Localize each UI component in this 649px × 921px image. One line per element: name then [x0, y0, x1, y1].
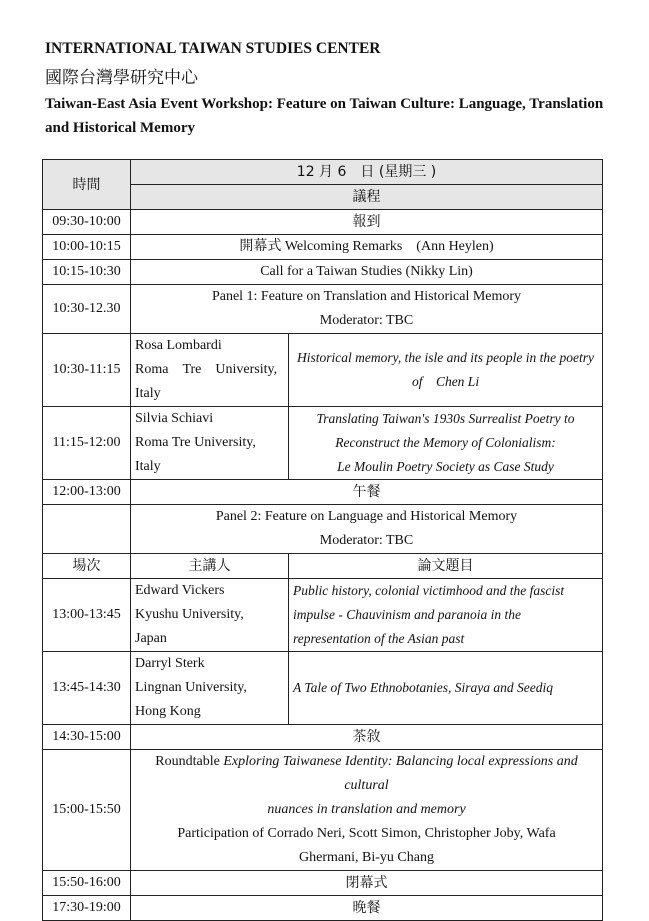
speaker-country: Italy: [135, 386, 161, 401]
speaker-cell: [131, 579, 289, 652]
roundtable-cell: [131, 750, 603, 871]
table-row: [43, 579, 603, 652]
speaker-country: Japan: [135, 631, 167, 646]
speaker-name: Rosa Lombardi: [135, 338, 222, 353]
talk-title-cell: [289, 334, 603, 407]
org-name-chinese: 國際台灣學研究中心: [45, 68, 198, 88]
speaker-country: Hong Kong: [135, 704, 201, 719]
empty-time-cell: [43, 505, 131, 554]
roundtable-title-line: [135, 750, 598, 798]
table-row: [43, 210, 603, 235]
table-row: [43, 285, 603, 334]
panel-title: Panel 2: Feature on Language and Historical Memory: [215, 509, 518, 524]
agenda-cell: 報到: [131, 210, 603, 235]
panel-moderator: Moderator: TBC: [319, 533, 414, 548]
talk-title-line: of Chen Li: [411, 374, 480, 389]
panel-moderator: Moderator: TBC: [319, 313, 414, 328]
table-row: [43, 652, 603, 725]
time-cell: 11:15-12:00: [43, 407, 131, 480]
agenda-cell: 午餐: [131, 480, 603, 505]
talk-title-line: Le Moulin Poetry Society as Case Study: [337, 459, 554, 474]
talk-title-line: representation of the Asian past: [293, 631, 465, 646]
date-header: 12 月 6 日 (星期三 ): [131, 160, 603, 185]
speaker-name: Silvia Schiavi: [135, 411, 214, 426]
table-row: [43, 505, 603, 554]
roundtable-title: Exploring Taiwanese Identity: Balancing local expressions and cultural: [223, 754, 578, 793]
table-row: [43, 725, 603, 750]
speaker-affiliation: Roma Tre University,: [135, 435, 256, 450]
table-row: [43, 896, 603, 921]
time-column-header: 時間: [43, 160, 131, 210]
table-row: [43, 480, 603, 505]
talk-title-line: Public history, colonial victimhood and the fascist: [293, 583, 565, 598]
schedule-table: [42, 159, 603, 921]
panel-cell: [131, 285, 603, 334]
workshop-title: Taiwan-East Asia Event Workshop: Feature on Taiwan Culture: Language, Translation and Historical Memory: [45, 96, 604, 136]
session-column-header: 場次: [43, 554, 131, 579]
table-row: [43, 334, 603, 407]
time-cell: 13:00-13:45: [43, 579, 131, 652]
time-cell: 14:30-15:00: [43, 725, 131, 750]
talk-title-line: A Tale of Two Ethnobotanies, Siraya and Seediq: [293, 680, 554, 695]
time-cell: 13:45-14:30: [43, 652, 131, 725]
speaker-affiliation: Roma Tre University,: [135, 362, 278, 377]
table-row: [43, 260, 603, 285]
table-subheader-row: [43, 554, 603, 579]
talk-title-cell: [289, 407, 603, 480]
table-row: [43, 235, 603, 260]
time-cell: 15:00-15:50: [43, 750, 131, 871]
roundtable-title-continued: nuances in translation and memory: [267, 802, 466, 817]
speaker-cell: [131, 652, 289, 725]
table-header-row: [43, 160, 603, 185]
roundtable-prefix: Roundtable: [155, 754, 224, 769]
speaker-name: Darryl Sterk: [135, 656, 205, 671]
agenda-header: 議程: [131, 185, 603, 210]
agenda-cell: 晚餐: [131, 896, 603, 921]
talk-title-line: Historical memory, the isle and its people in the poetry: [297, 350, 594, 365]
table-row: [43, 407, 603, 480]
agenda-cell: 閉幕式: [131, 871, 603, 896]
talk-title-line: impulse - Chauvinism and paranoia in the: [293, 607, 521, 622]
time-cell: 10:30-11:15: [43, 334, 131, 407]
time-cell: 12:00-13:00: [43, 480, 131, 505]
table-row: [43, 871, 603, 896]
speaker-cell: [131, 334, 289, 407]
agenda-cell: 茶敘: [131, 725, 603, 750]
agenda-cell: Call for a Taiwan Studies (Nikky Lin): [131, 260, 603, 285]
speaker-affiliation: Kyushu University,: [135, 607, 244, 622]
talk-title-line: Reconstruct the Memory of Colonialism:: [335, 435, 556, 450]
speaker-country: Italy: [135, 459, 161, 474]
speaker-column-header: 主講人: [131, 554, 289, 579]
time-cell: 10:30-12.30: [43, 285, 131, 334]
panel-cell: [131, 505, 603, 554]
topic-column-header: 論文題目: [289, 554, 603, 579]
roundtable-participants: Participation of Corrado Neri, Scott Simon, Christopher Joby, Wafa: [177, 826, 556, 841]
time-cell: 15:50-16:00: [43, 871, 131, 896]
time-cell: 17:30-19:00: [43, 896, 131, 921]
time-cell: 10:00-10:15: [43, 235, 131, 260]
panel-title: Panel 1: Feature on Translation and Historical Memory: [211, 289, 522, 304]
speaker-name: Edward Vickers: [135, 583, 225, 598]
agenda-cell: 開幕式 Welcoming Remarks (Ann Heylen): [131, 235, 603, 260]
talk-title-cell: [289, 579, 603, 652]
speaker-affiliation: Lingnan University,: [135, 680, 247, 695]
time-cell: 10:15-10:30: [43, 260, 131, 285]
org-name-english: INTERNATIONAL TAIWAN STUDIES CENTER: [45, 40, 381, 57]
time-cell: 09:30-10:00: [43, 210, 131, 235]
talk-title-line: Translating Taiwan's 1930s Surrealist Poetry to: [316, 411, 575, 426]
speaker-cell: [131, 407, 289, 480]
talk-title-cell: [289, 652, 603, 725]
roundtable-participants-continued: Ghermani, Bi-yu Chang: [299, 850, 434, 865]
table-row: [43, 750, 603, 871]
